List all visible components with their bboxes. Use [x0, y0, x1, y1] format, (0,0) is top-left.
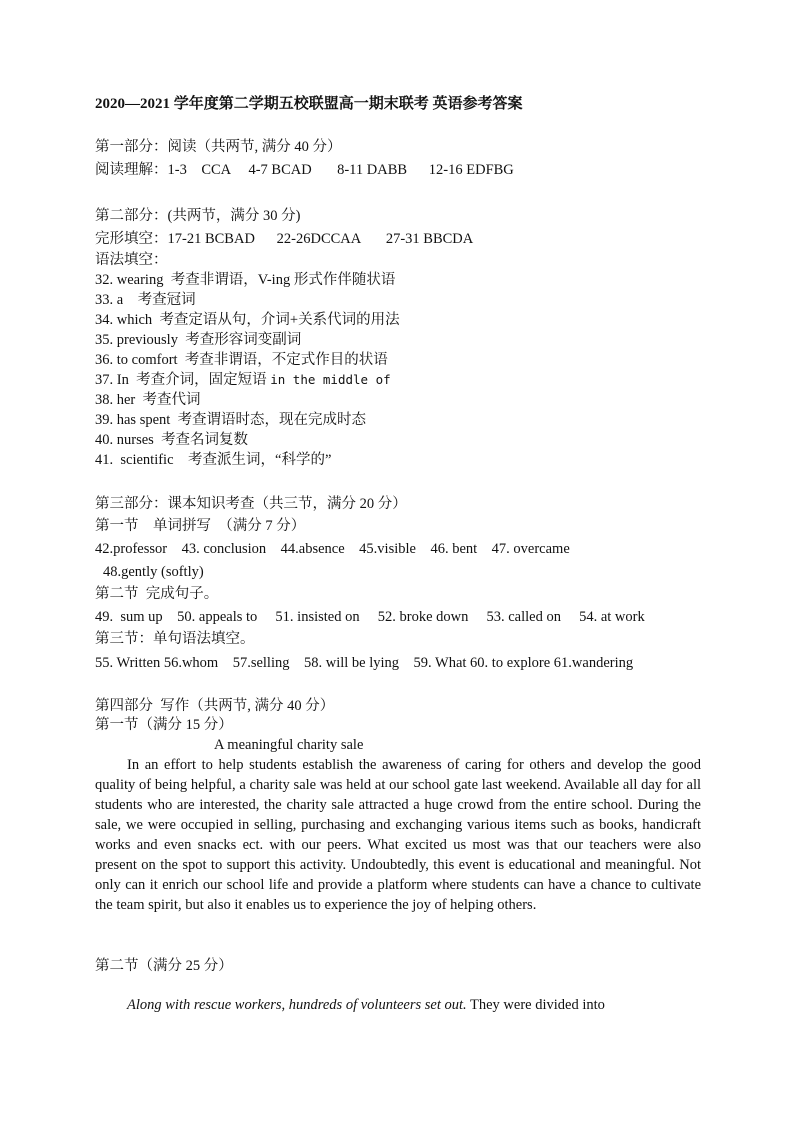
- spelling-answers: 42.professor 43. conclusion 44.absence 45.visible 46. bent 47. overcame: [95, 541, 570, 557]
- grammar-item: 32. wearing 考查非谓语，V-ing 形式作伴随状语: [95, 272, 396, 288]
- continuation-rest: They were divided into: [466, 997, 605, 1013]
- part4-section2-heading: 第二节（满分 25 分）: [95, 958, 233, 974]
- part4-heading: 第四部分 写作（共两节, 满分 40 分）: [95, 698, 335, 714]
- grammar-item: 38. her 考查代词: [95, 392, 201, 408]
- essay-title: A meaningful charity sale: [214, 737, 364, 753]
- reading-answers: 阅读理解：1-3 CCA 4-7 BCAD 8-11 DABB 12-16 EDFBG: [95, 162, 514, 178]
- part3-section1-heading: 第一节 单词拼写 （满分 7 分）: [95, 518, 306, 534]
- part3-heading: 第三部分：课本知识考查（共三节，满分 20 分）: [95, 496, 407, 512]
- grammar-item: 37. In 考查介词，固定短语 in the middle of: [95, 372, 391, 388]
- grammar-item: 36. to comfort 考查非谓语，不定式作目的状语: [95, 352, 388, 368]
- grammar-item: 39. has spent 考查谓语时态，现在完成时态: [95, 412, 367, 428]
- grammar-heading: 语法填空：: [95, 252, 168, 268]
- grammar-item: 40. nurses 考查名词复数: [95, 432, 249, 448]
- part2-heading: 第二部分：(共两节，满分 30 分): [95, 208, 301, 224]
- part3-section3-heading: 第三节：单句语法填空。: [95, 631, 255, 647]
- part1-heading: 第一部分：阅读（共两节, 满分 40 分）: [95, 139, 342, 155]
- continuation-italic: Along with rescue workers, hundreds of volunteers set out.: [127, 997, 467, 1013]
- part4-section1-heading: 第一节（满分 15 分）: [95, 717, 233, 733]
- grammar-item: 33. a 考查冠词: [95, 292, 196, 308]
- grammar-item: 35. previously 考查形容词变副词: [95, 332, 302, 348]
- part3-section2-heading: 第二节 完成句子。: [95, 586, 219, 602]
- essay-paragraph: In an effort to help students establish the awareness of caring for others and develop the good quality of being helpful, a charity sale was held at our school gate last weekend. Available all day for all students who are interested, the charity sale attracted a huge crowd from the entire school. During the sale, we were occupied in selling, purchasing and exchanging various items such as books, handicraft works and even snacks ect. with our peers. What excited us most was that our teachers were also present on the spot to support this activity. Undoubtedly, this event is educational and meaningful. Not only can it enrich our school life and provide a platform where students can have a chance to cultivate the team spirit, but also it enables us to experience the joy of helping others.: [95, 757, 701, 913]
- grammar-item: 34. which 考查定语从句，介词+关系代词的用法: [95, 312, 400, 328]
- continuation-opening: [95, 995, 701, 1015]
- sample-essay: [95, 755, 701, 915]
- sentence-completion-answers: 49. sum up 50. appeals to 51. insisted on 52. broke down 53. called on 54. at work: [95, 609, 645, 625]
- document-title: 2020—2021 学年度第二学期五校联盟高一期末联考 英语参考答案: [95, 96, 523, 112]
- grammar-item: 41. scientific 考查派生词，“科学的”: [95, 452, 332, 468]
- spelling-answers-cont: 48.gently (softly): [103, 564, 204, 580]
- grammar-fill-answers: 55. Written 56.whom 57.selling 58. will be lying 59. What 60. to explore 61.wandering: [95, 655, 634, 671]
- cloze-answers: 完形填空：17-21 BCBAD 22-26DCCAA 27-31 BBCDA: [95, 231, 474, 247]
